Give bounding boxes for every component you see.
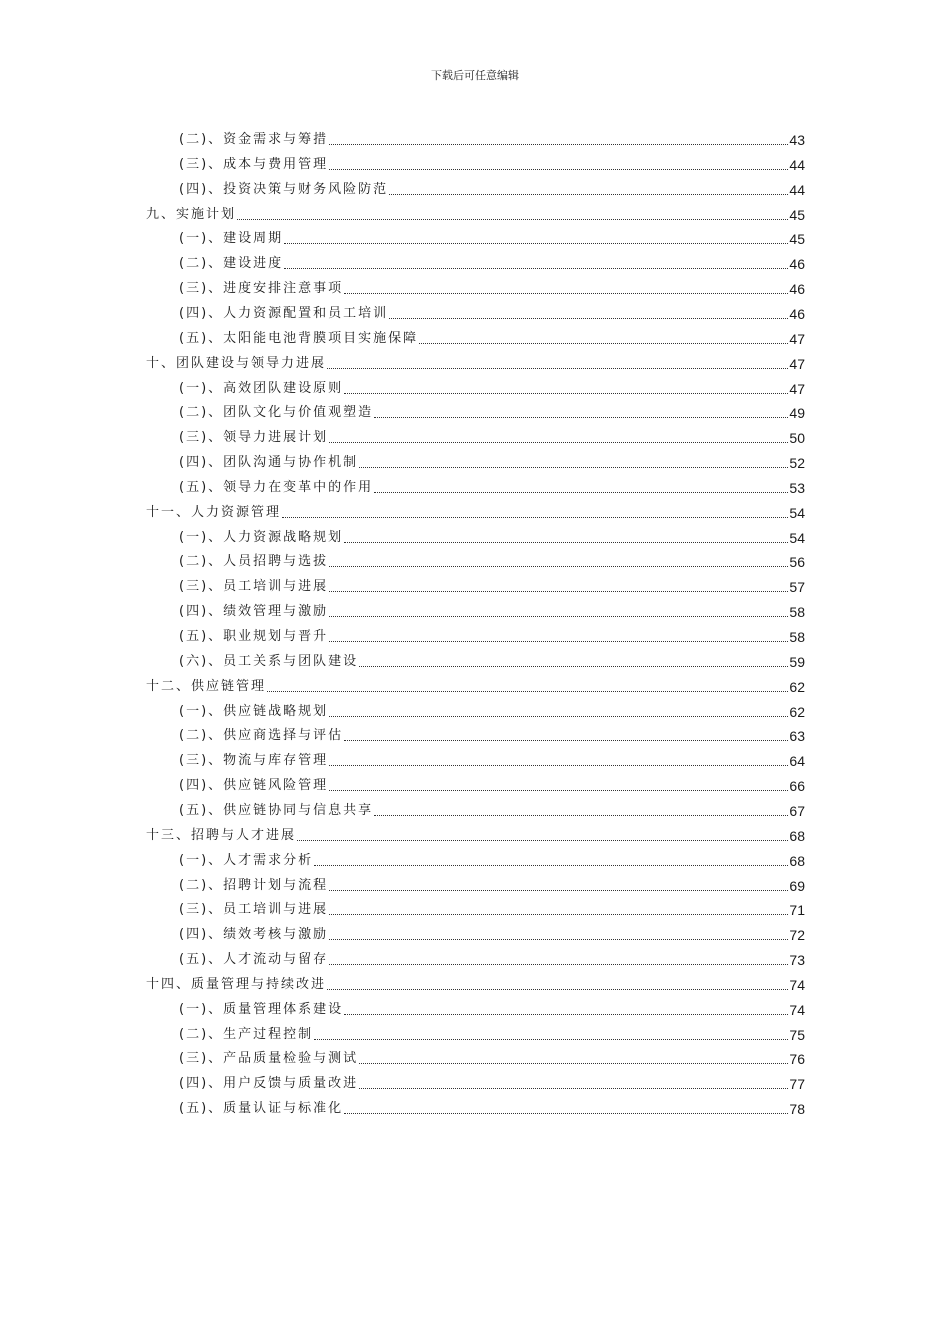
toc-page-number: 49 [789, 405, 805, 422]
toc-chapter-entry[interactable] [146, 201, 805, 223]
toc-section-entry[interactable] [179, 797, 805, 819]
toc-page-number: 43 [789, 132, 805, 148]
toc-page-number: 54 [789, 529, 805, 546]
toc-page-number: 68 [789, 827, 805, 844]
toc-page-number: 73 [789, 952, 805, 969]
toc-page-number: 69 [789, 877, 805, 894]
toc-entry-title: (三)、领导力进展计划 [179, 430, 329, 446]
toc-dot-leader [297, 839, 788, 841]
toc-entry-title: (一)、建设周期 [179, 231, 284, 247]
toc-page-number: 64 [789, 753, 805, 770]
toc-page-number: 68 [789, 852, 805, 869]
toc-entry-title: 十一、人力资源管理 [146, 504, 282, 520]
toc-entry-title: (一)、高效团队建设原则 [179, 380, 344, 396]
toc-dot-leader [327, 988, 788, 990]
toc-entry-title: (四)、供应链风险管理 [179, 778, 329, 794]
toc-entry-title: 十四、质量管理与持续改进 [146, 976, 327, 992]
toc-entry-title: (二)、招聘计划与流程 [179, 877, 329, 893]
toc-page-number: 47 [789, 380, 805, 397]
toc-dot-leader [327, 367, 788, 369]
toc-dot-leader [329, 640, 788, 642]
toc-page-number: 75 [789, 1026, 805, 1043]
toc-section-entry[interactable] [179, 176, 805, 198]
toc-section-entry[interactable] [179, 1070, 805, 1092]
toc-entry-title: (三)、员工培训与进展 [179, 579, 329, 595]
toc-section-entry[interactable] [179, 1095, 805, 1117]
toc-dot-leader [359, 665, 788, 667]
toc-page-number: 76 [789, 1051, 805, 1068]
toc-entry-title: (一)、供应链战略规划 [179, 703, 329, 719]
toc-page-number: 58 [789, 629, 805, 645]
toc-chapter-entry[interactable] [146, 673, 805, 695]
toc-entry-title: (六)、员工关系与团队建设 [179, 653, 359, 669]
toc-entry-title: (五)、太阳能电池背膜项目实施保障 [179, 330, 419, 346]
toc-entry-title: (三)、员工培训与进展 [179, 902, 329, 918]
toc-section-entry[interactable] [179, 896, 805, 918]
toc-page-number: 66 [789, 778, 805, 795]
toc-section-entry[interactable] [179, 648, 805, 670]
toc-section-entry[interactable] [179, 325, 805, 347]
toc-entry-title: (一)、人才需求分析 [179, 852, 314, 868]
toc-dot-leader [329, 764, 788, 766]
toc-dot-leader [329, 938, 788, 940]
toc-section-entry[interactable] [179, 300, 805, 322]
toc-page-number: 47 [789, 330, 805, 347]
toc-section-entry[interactable] [179, 375, 805, 397]
toc-dot-leader [329, 143, 788, 145]
toc-page-number: 57 [789, 579, 805, 596]
toc-section-entry[interactable] [179, 474, 805, 496]
toc-dot-leader [329, 441, 788, 443]
toc-entry-title: (二)、人员招聘与选拔 [179, 554, 329, 570]
toc-dot-leader [389, 317, 788, 319]
toc-section-entry[interactable] [179, 772, 805, 794]
toc-dot-leader [359, 1062, 788, 1064]
toc-entry-title: (五)、供应链协同与信息共享 [179, 802, 374, 818]
toc-dot-leader [344, 739, 788, 741]
toc-page-number: 54 [789, 504, 805, 521]
toc-page-number: 78 [789, 1101, 805, 1118]
toc-dot-leader [329, 889, 788, 891]
toc-dot-leader [284, 267, 788, 269]
toc-section-entry[interactable] [179, 524, 805, 546]
toc-page-number: 53 [789, 479, 805, 496]
toc-entry-title: 九、实施计划 [146, 206, 237, 222]
toc-dot-leader [314, 864, 788, 866]
toc-page-number: 62 [789, 678, 805, 695]
toc-section-entry[interactable] [179, 449, 805, 471]
toc-page-number: 47 [789, 355, 805, 372]
toc-entry-title: (四)、绩效考核与激励 [179, 927, 329, 943]
toc-entry-title: (四)、投资决策与财务风险防范 [179, 181, 389, 197]
toc-dot-leader [344, 392, 788, 394]
toc-page-number: 62 [789, 703, 805, 720]
toc-entry-title: (三)、成本与费用管理 [179, 156, 329, 172]
toc-entry-title: (二)、供应商选择与评估 [179, 728, 344, 744]
toc-page-number: 58 [789, 604, 805, 621]
toc-entry-title: (三)、产品质量检验与测试 [179, 1051, 359, 1067]
toc-entry-title: 十二、供应链管理 [146, 678, 267, 694]
toc-section-entry[interactable] [179, 847, 805, 869]
toc-dot-leader [329, 565, 788, 567]
toc-dot-leader [359, 1087, 788, 1089]
toc-dot-leader [419, 342, 788, 344]
toc-dot-leader [329, 590, 788, 592]
toc-page-number: 44 [789, 156, 805, 173]
toc-section-entry[interactable] [179, 126, 805, 148]
toc-entry-title: (五)、人才流动与留存 [179, 952, 329, 968]
toc-dot-leader [344, 1112, 788, 1114]
toc-section-entry[interactable] [179, 250, 805, 272]
toc-entry-title: (五)、领导力在变革中的作用 [179, 479, 374, 495]
toc-dot-leader [374, 491, 788, 493]
toc-dot-leader [329, 168, 788, 170]
toc-dot-leader [329, 913, 788, 915]
toc-page-number: 67 [789, 802, 805, 819]
toc-page-number: 74 [789, 1001, 805, 1018]
toc-section-entry[interactable] [179, 573, 805, 595]
toc-section-entry[interactable] [179, 623, 805, 645]
toc-section-entry[interactable] [179, 996, 805, 1018]
toc-section-entry[interactable] [179, 548, 805, 570]
toc-entry-title: (四)、绩效管理与激励 [179, 604, 329, 620]
toc-dot-leader [284, 242, 788, 244]
toc-page-number: 45 [789, 231, 805, 248]
toc-page-number: 45 [789, 206, 805, 223]
toc-dot-leader [329, 615, 788, 617]
toc-section-entry[interactable] [179, 424, 805, 446]
toc-dot-leader [329, 715, 788, 717]
toc-page-number: 52 [789, 455, 805, 472]
toc-page-number: 50 [789, 430, 805, 447]
toc-page-number: 74 [789, 976, 805, 993]
toc-dot-leader [267, 690, 788, 692]
toc-dot-leader [344, 541, 788, 543]
toc-chapter-entry[interactable] [146, 499, 805, 521]
toc-dot-leader [237, 218, 788, 220]
toc-entry-title: (一)、人力资源战略规划 [179, 529, 344, 545]
toc-chapter-entry[interactable] [146, 350, 805, 372]
toc-entry-title: (五)、职业规划与晋升 [179, 629, 329, 644]
toc-dot-leader [282, 516, 788, 518]
toc-section-entry[interactable] [179, 698, 805, 720]
toc-page-number: 63 [789, 728, 805, 745]
toc-entry-title: (二)、生产过程控制 [179, 1026, 314, 1042]
toc-section-entry[interactable] [179, 872, 805, 894]
toc-page-number: 72 [789, 927, 805, 944]
toc-section-entry[interactable] [179, 946, 805, 968]
toc-section-entry[interactable] [179, 1045, 805, 1067]
toc-section-entry[interactable] [179, 275, 805, 297]
toc-page-number: 56 [789, 554, 805, 571]
toc-dot-leader [374, 416, 788, 418]
toc-section-entry[interactable] [179, 921, 805, 943]
toc-page-number: 44 [789, 181, 805, 198]
toc-section-entry[interactable] [179, 747, 805, 769]
toc-page-number: 46 [789, 281, 805, 298]
toc-section-entry[interactable] [179, 598, 805, 620]
toc-dot-leader [314, 1038, 788, 1040]
toc-entry-title: (三)、物流与库存管理 [179, 753, 329, 769]
toc-entry-title: (二)、团队文化与价值观塑造 [179, 405, 374, 421]
toc-entry-title: (四)、团队沟通与协作机制 [179, 455, 359, 471]
toc-entry-title: (二)、建设进度 [179, 256, 284, 272]
toc-page-number: 77 [789, 1076, 805, 1093]
toc-entry-title: (四)、人力资源配置和员工培训 [179, 305, 389, 321]
toc-dot-leader [374, 814, 788, 816]
toc-dot-leader [389, 193, 788, 195]
toc-entry-title: (三)、进度安排注意事项 [179, 281, 344, 297]
toc-dot-leader [329, 963, 788, 965]
toc-page-number: 59 [789, 653, 805, 670]
toc-dot-leader [329, 789, 788, 791]
toc-dot-leader [359, 466, 788, 468]
toc-dot-leader [344, 1013, 788, 1015]
toc-section-entry[interactable] [179, 151, 805, 173]
toc-entry-title: (五)、质量认证与标准化 [179, 1101, 344, 1117]
toc-entry-title: (一)、质量管理体系建设 [179, 1001, 344, 1017]
toc-section-entry[interactable] [179, 399, 805, 421]
toc-page-number: 46 [789, 305, 805, 322]
toc-section-entry[interactable] [179, 722, 805, 744]
toc-entry-title: 十三、招聘与人才进展 [146, 827, 297, 843]
toc-chapter-entry[interactable] [146, 822, 805, 844]
page-header: 下载后可任意编辑 [431, 69, 519, 82]
toc-chapter-entry[interactable] [146, 971, 805, 993]
toc-dot-leader [344, 292, 788, 294]
toc-page-number: 46 [789, 256, 805, 273]
toc-section-entry[interactable] [179, 1021, 805, 1043]
toc-section-entry[interactable] [179, 225, 805, 247]
toc-entry-title: (二)、资金需求与筹措 [179, 132, 329, 147]
toc-entry-title: (四)、用户反馈与质量改进 [179, 1076, 359, 1092]
toc-page-number: 71 [789, 902, 805, 919]
toc-entry-title: 十、团队建设与领导力进展 [146, 355, 327, 371]
